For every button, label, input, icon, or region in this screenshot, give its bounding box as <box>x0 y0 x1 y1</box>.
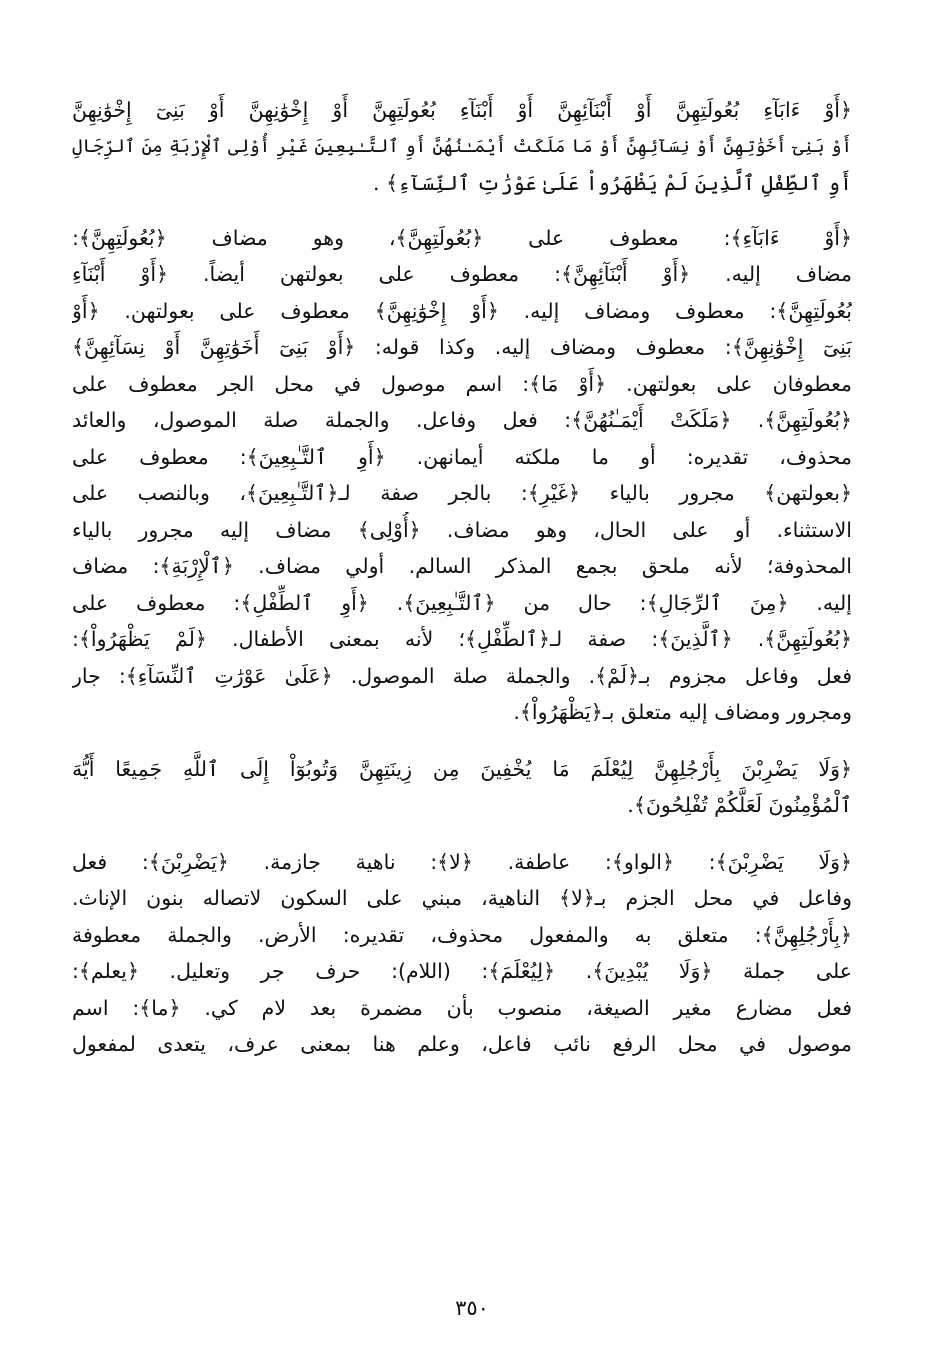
verse-line: ﴿أَوْ ءَابَآءِ بُعُولَتِهِنَّ أَوْ أَبْنَآئِهِنَّ أَوْ أَبْنَآءِ بُعُولَتِهِنَّ أَوْ إِخْوَٰنِهِنَّ أَوْ بَنِىٓ إِخْوَٰنِهِنَّ <box>72 98 852 122</box>
analysis-line: ومجرور ومضاف إليه متعلق بـ﴿يَظْهَرُواْ﴾. <box>513 700 852 724</box>
analysis-line: فعل مضارع مغير الصيغة، منصوب بأن مضمرة بعد لام كي. ﴿ما﴾: اسم <box>72 995 852 1020</box>
page-body <box>72 92 852 1063</box>
analysis-line: ﴿بُعُولَتِهِنَّ﴾. ﴿مَلَكَتْ أَيْمَـٰنُهُنَّ﴾: فعل وفاعل. والجملة صلة الموصول، والعائد <box>72 408 852 432</box>
verse-line: أَوْ بَنِىٓ أَخَوَٰتِهِنَّ أَوْ نِسَآئِهِنَّ أَوْ مَا مَلَكَتْ أَيْمَـٰنُهُنَّ أَوِ ٱلتَّـٰبِعِينَ غَيْرِ أُوْلِى ٱلْإِرْبَةِ مِنَ ٱلرِّجَالِ <box>72 135 852 157</box>
analysis-line: بَنِىٓ إِخْوَٰنِهِنَّ﴾: معطوف ومضاف إليه. وكذا قوله: ﴿أَوْ بَنِىٓ أَخَوَٰتِهِنَّ أَوْ نِسَآئِهِنَّ﴾ <box>72 335 852 359</box>
analysis-block-1 <box>72 220 852 731</box>
verse-line: أَوِ ٱلطِّفْلِ ٱلَّذِينَ لَمْ يَظْهَرُواْ عَلَىٰ عَوْرَٰتِ ٱلنِّسَآءِ﴾ . <box>372 171 852 195</box>
analysis-line: على جملة ﴿وَلَا يُبْدِينَ﴾. ﴿لِيُعْلَمَ﴾: (اللام): حرف جر وتعليل. ﴿يعلم﴾: <box>72 959 852 983</box>
analysis-line: وفاعل في محل الجزم بـ﴿لا﴾ الناهية، مبني على السكون لاتصاله بنون الإناث. <box>72 886 852 910</box>
verse-line: ٱلْمُؤْمِنُونَ لَعَلَّكُمْ تُفْلِحُونَ﴾. <box>627 793 852 817</box>
analysis-line: ﴿بعولتهن﴾ مجرور بالياء ﴿غَيْرِ﴾: بالجر صفة لـ﴿ٱلتَّـٰبِعِينَ﴾، وبالنصب على <box>72 481 852 505</box>
analysis-line: ﴿أَوْ ءَابَآءِ﴾: معطوف على ﴿بُعُولَتِهِنَّ﴾، وهو مضاف ﴿بُعُولَتِهِنَّ﴾: <box>72 225 852 250</box>
analysis-line: ﴿وَلَا يَضْرِبْنَ﴾: ﴿الواو﴾: عاطفة. ﴿لا﴾: ناهية جازمة. ﴿يَضْرِبْنَ﴾: فعل <box>72 849 852 874</box>
analysis-block-2 <box>72 844 852 1063</box>
verse-block-2 <box>72 751 852 824</box>
analysis-line: مضاف إليه. ﴿أَوْ أَبْنَآئِهِنَّ﴾: معطوف على بعولتهن أيضاً. ﴿أَوْ أَبْنَآءِ <box>72 262 852 286</box>
analysis-line: موصول في محل الرفع نائب فاعل، وعلم هنا بمعنى عرف، يتعدى لمفعول <box>72 1032 852 1056</box>
analysis-line: ﴿بِأَرْجُلِهِنَّ﴾: متعلق به والمفعول محذوف، تقديره: الأرض. والجملة معطوفة <box>72 922 852 947</box>
analysis-line: بُعُولَتِهِنَّ﴾: معطوف ومضاف إليه. ﴿أَوْ إِخْوَٰنِهِنَّ﴾ معطوف على بعولتهن. ﴿أَوْ <box>72 298 852 323</box>
analysis-line: إليه. ﴿مِنَ ٱلرِّجَالِ﴾: حال من ﴿ٱلتَّـٰبِعِينَ﴾. ﴿أَوِ ٱلطِّفْلِ﴾: معطوف على <box>72 590 852 615</box>
verse-line: ﴿وَلَا يَضْرِبْنَ بِأَرْجُلِهِنَّ لِيُعْلَمَ مَا يُخْفِينَ مِن زِينَتِهِنَّ وَتُوبُوٓاْ إِلَى ٱللَّهِ جَمِيعًا أَيُّهَ <box>72 756 852 781</box>
analysis-line: معطوفان على بعولتهن. ﴿أَوْ مَا﴾: اسم موصول في محل الجر معطوف على <box>72 371 852 396</box>
analysis-line: ﴿بُعُولَتِهِنَّ﴾. ﴿ٱلَّذِينَ﴾: صفة لـ﴿ٱلطِّفْلِ﴾؛ لأنه بمعنى الأطفال. ﴿لَمْ يَظْهَرُواْ﴾: <box>72 627 852 651</box>
analysis-line: المحذوفة؛ لأنه ملحق بجمع المذكر السالم. أولي مضاف. ﴿ٱلْإِرْبَةِ﴾: مضاف <box>72 554 852 578</box>
analysis-line: محذوف، تقديره: أو ما ملكته أيمانهن. ﴿أَوِ ٱلتَّـٰبِعِينَ﴾: معطوف على <box>72 444 852 469</box>
verse-block-1 <box>72 92 852 202</box>
analysis-line: فعل وفاعل مجزوم بـ﴿لَمْ﴾. والجملة صلة الموصول. ﴿عَلَىٰ عَوْرَٰتِ ٱلنِّسَآءِ﴾: جار <box>72 663 852 688</box>
analysis-line: الاستثناء. أو على الحال، وهو مضاف. ﴿أُوْلِى﴾ مضاف إليه مجرور بالياء <box>72 517 852 542</box>
page-number: ٣٥٠ <box>455 1296 489 1320</box>
